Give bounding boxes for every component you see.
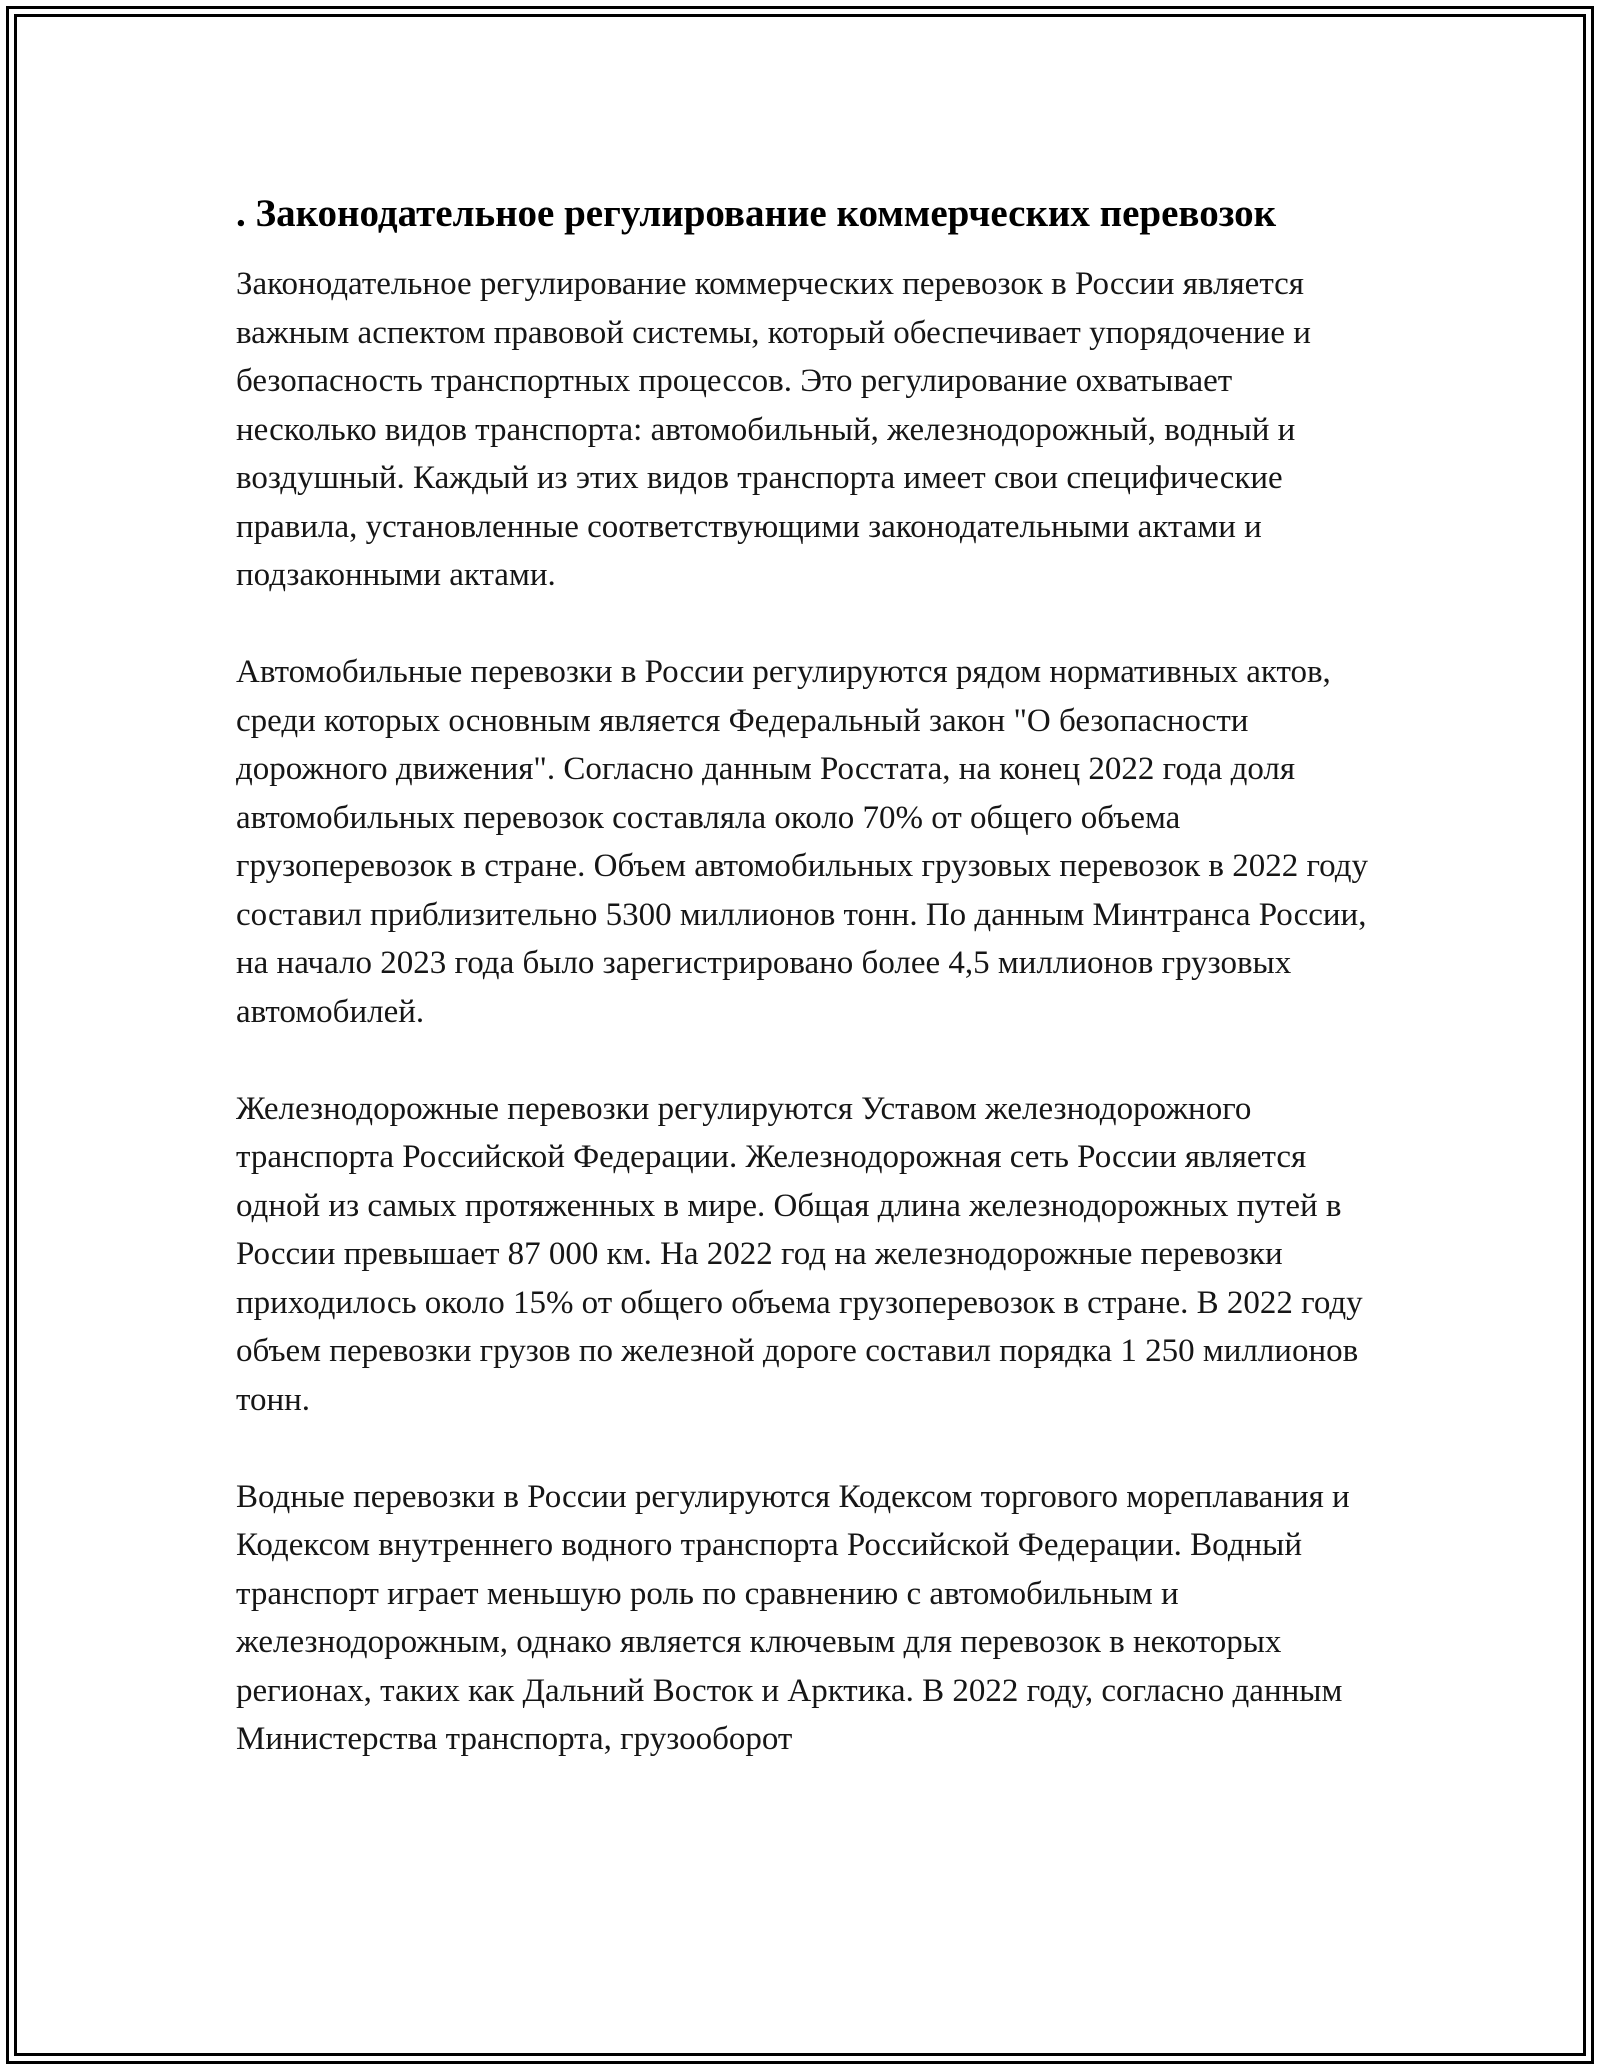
document-body <box>236 186 1376 1764</box>
section-title: . Законодательное регулирование коммерческих перевозок <box>236 192 1277 235</box>
paragraph-water-transport: Водные перевозки в России регулируются Кодексом торгового мореплавания и Кодексом внутреннего водного транспорта Российской Федерации. Водный транспорт играет меньшую роль по сравнению с автомобильным и железнодорожным, однако является ключевым для перевозок в некоторых регионах, таких как Дальний Восток и Арктика. В 2022 году, согласно данным Министерства транспорта, грузооборот <box>236 1478 1350 1757</box>
paragraph-rail-transport: Железнодорожные перевозки регулируются Уставом железнодорожного транспорта Российской Федерации. Железнодорожная сеть России является одной из самых протяженных в мире. Общая длина железнодорожных путей в России превышает 87 000 км. На 2022 год на железнодорожные перевозки приходилось около 15% от общего объема грузоперевозок в стране. В 2022 году объем перевозки грузов по железной дороге составил порядка 1 250 миллионов тонн. <box>236 1090 1363 1418</box>
paragraph-intro: Законодательное регулирование коммерческих перевозок в России является важным аспектом правовой системы, который обеспечивает упорядочение и безопасность транспортных процессов. Это регулирование охватывает несколько видов транспорта: автомобильный, железнодорожный, водный и воздушный. Каждый из этих видов транспорта имеет свои специфические правила, установленные соответствующими законодательными актами и подзаконными актами. <box>236 266 1311 593</box>
paragraph-road-transport: Автомобильные перевозки в России регулируются рядом нормативных актов, среди которых основным является Федеральный закон "О безопасности дорожного движения". Согласно данным Росстата, на конец 2022 года доля автомобильных перевозок составляла около 70% от общего объема грузоперевозок в стране. Объем автомобильных грузовых перевозок в 2022 году составил приблизительно 5300 миллионов тонн. По данным Минтранса России, на начало 2023 года было зарегистрировано более 4,5 миллионов грузовых автомобилей. <box>236 654 1368 1030</box>
